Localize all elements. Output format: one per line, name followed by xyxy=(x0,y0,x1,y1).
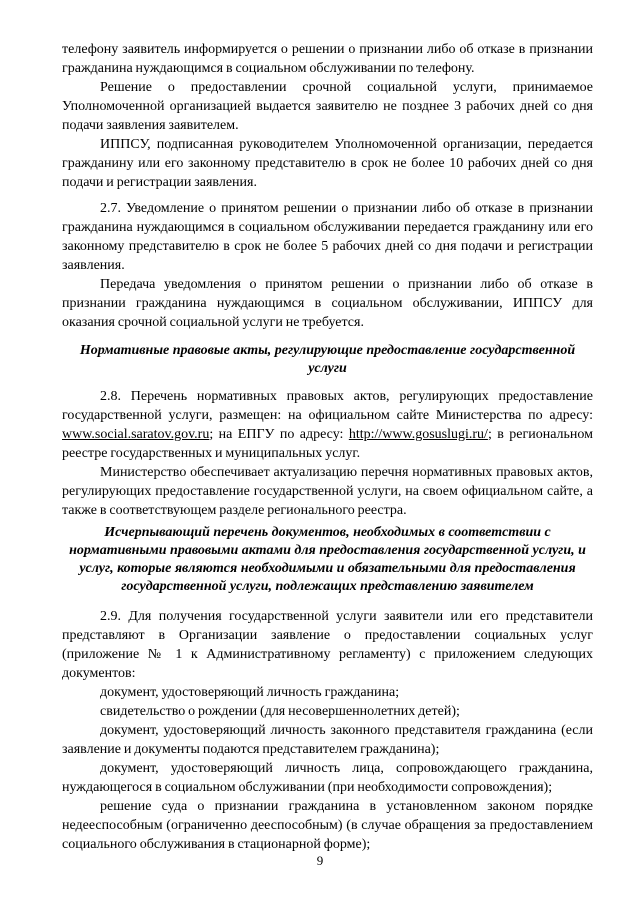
list-item: документ, удостоверяющий личность законного представителя гражданина (если заявление и документы подаются представителем гражданина); xyxy=(62,723,593,757)
paragraph-2-8 xyxy=(62,387,593,463)
list-item: документ, удостоверяющий личность лица, сопровождающего гражданина, нуждающегося в социальном обслуживании (при необходимости сопровождения); xyxy=(62,761,593,795)
paragraph: Передача уведомления о принятом решении о признании либо об отказе в признании гражданина нуждающимся в социальном обслуживании, ИППСУ для оказания срочной социальной услуги не требуется. xyxy=(62,277,593,330)
paragraph-2-7: 2.7. Уведомление о принятом решении о признании либо об отказе в признании гражданина нуждающимся в социальном обслуживании передается гражданину или его законному представителю в срок не более 5 рабочих дней со дня подачи и регистрации заявления. xyxy=(62,201,593,273)
paragraph-text: ; на ЕПГУ по адресу: xyxy=(209,427,349,442)
ministry-site-link[interactable]: www.social.saratov.gov.ru xyxy=(62,427,210,442)
paragraph: ИППСУ, подписанная руководителем Уполномоченной организации, передается гражданину или его законному представителю в срок не более 10 рабочих дней со дня подачи и регистрации заявления. xyxy=(62,137,593,190)
paragraph: Решение о предоставлении срочной социальной услуги, принимаемое Уполномоченной организацией выдается заявителю не позднее 3 рабочих дней со дня подачи заявления заявителем. xyxy=(62,80,593,133)
paragraph: телефону заявитель информируется о решении о признании либо об отказе в признании гражданина нуждающимся в социальном обслуживании по телефону. xyxy=(62,42,593,76)
list-item: свидетельство о рождении (для несовершеннолетних детей); xyxy=(100,704,460,719)
section-heading-documents: Исчерпывающий перечень документов, необходимых в соответствии с нормативными правовыми актами для предоставления государственной услуги, и услуг, которые являются необходимыми и обязательными для предоставления государственной услуги, подлежащих представлению заявителем xyxy=(69,525,586,594)
paragraph-2-9: 2.9. Для получения государственной услуги заявители или его представители представляют в Организации заявление о предоставлении социальных услуг (приложение № 1 к Административному регламенту) с приложением следующих документов: xyxy=(62,609,593,681)
gosuslugi-link[interactable]: http://www.gosuslugi.ru/ xyxy=(348,427,488,442)
document-body xyxy=(62,40,593,854)
paragraph-text: ; в региональном реестре государственных и муниципальных услуг. xyxy=(62,427,593,461)
list-item: документ, удостоверяющий личность гражданина; xyxy=(100,685,400,700)
page-number: 9 xyxy=(316,853,324,868)
section-heading-legal-acts: Нормативные правовые акты, регулирующие предоставление государственной услуги xyxy=(79,343,576,376)
paragraph-text: 2.8. Перечень нормативных правовых актов, регулирующих предоставление государственной услуги, размещен: на официальном сайте Министерства по адресу: xyxy=(62,389,593,423)
list-item: решение суда о признании гражданина в установленном законом порядке недееспособным (ограниченно дееспособным) (в случае обращения за предоставлением социального обслуживания в стационарной форме); xyxy=(62,799,593,852)
paragraph: Министерство обеспечивает актуализацию перечня нормативных правовых актов, регулирующих предоставление государственной услуги, на своем официальном сайте, а также в соответствующем разделе регионального реестра. xyxy=(62,465,593,518)
